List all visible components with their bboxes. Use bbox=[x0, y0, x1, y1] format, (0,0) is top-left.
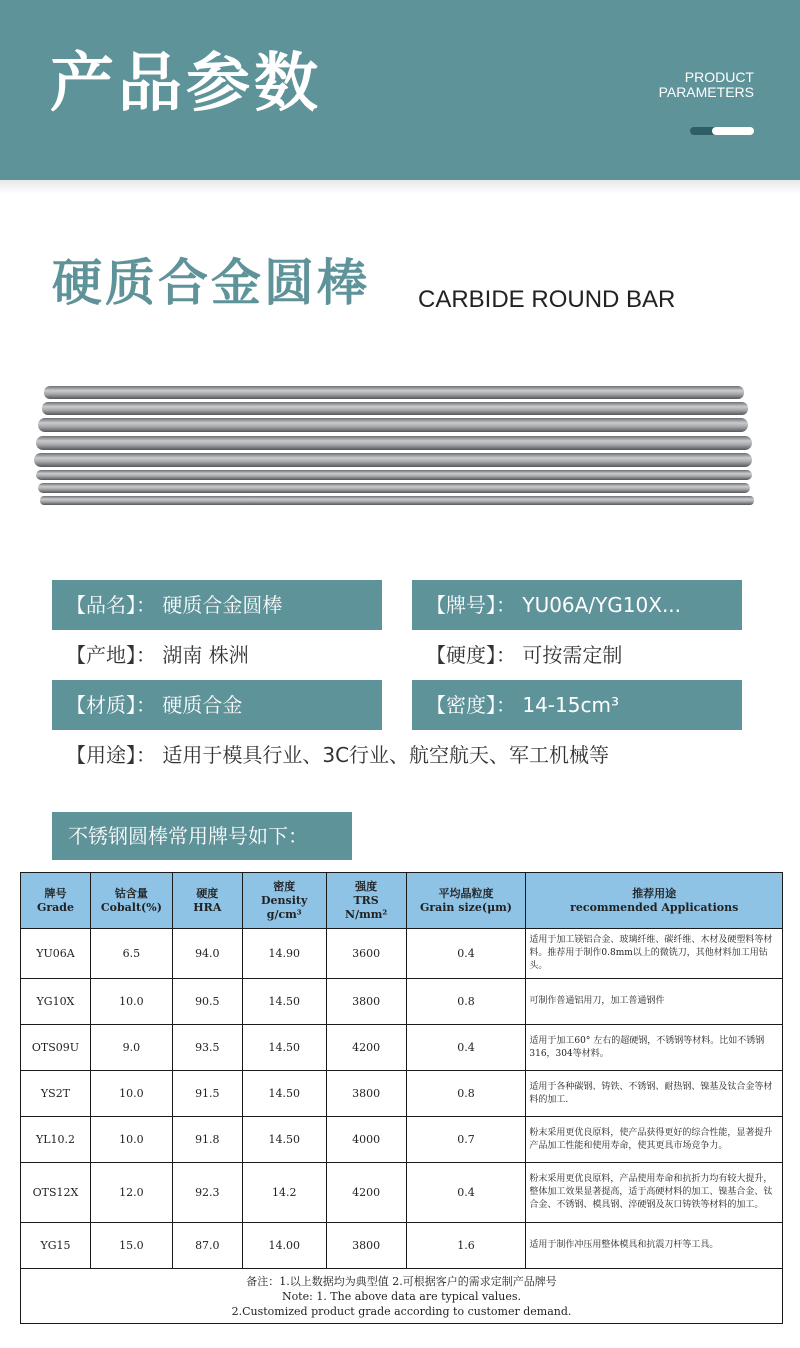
product-title-cn: 硬质合金圆棒 bbox=[52, 254, 370, 312]
info-usage: 【用途】： 适用于模具行业、3C行业、航空航天、军工机械等 bbox=[66, 743, 610, 767]
cell-cobalt: 9.0 bbox=[90, 1025, 172, 1071]
cell-cobalt: 15.0 bbox=[90, 1223, 172, 1269]
table-row bbox=[21, 1071, 783, 1117]
cell-hra: 93.5 bbox=[172, 1025, 242, 1071]
cell-application: 可制作普通铝用刀，加工普通钢件 bbox=[526, 979, 783, 1025]
cell-grain: 0.8 bbox=[406, 1071, 526, 1117]
cell-grain: 0.8 bbox=[406, 979, 526, 1025]
cell-density: 14.50 bbox=[242, 1025, 326, 1071]
cell-density: 14.50 bbox=[242, 1117, 326, 1163]
header-subtitle-line2: PARAMETERS bbox=[658, 84, 754, 100]
header-grain: 平均晶粒度 Grain size(μm) bbox=[406, 873, 526, 929]
cell-cobalt: 10.0 bbox=[90, 1117, 172, 1163]
info-origin: 【产地】： 湖南 株洲 bbox=[66, 643, 249, 667]
table-row bbox=[21, 1163, 783, 1223]
header-trs: 强度 TRS N/mm² bbox=[326, 873, 406, 929]
note-line-2: Note: 1. The above data are typical values. bbox=[281, 1289, 522, 1303]
table-row bbox=[21, 1117, 783, 1163]
header-density: 密度 Density g/cm³ bbox=[242, 873, 326, 929]
cell-trs: 4200 bbox=[326, 1163, 406, 1223]
cell-grain: 1.6 bbox=[406, 1223, 526, 1269]
header-cobalt: 钴含量 Cobalt(%) bbox=[90, 873, 172, 929]
info-hardness: 【硬度】： 可按需定制 bbox=[426, 643, 623, 667]
cell-application: 适用于制作冲压用整体模具和抗震刀杆等工具。 bbox=[526, 1223, 783, 1269]
cell-density: 14.00 bbox=[242, 1223, 326, 1269]
cell-hra: 91.8 bbox=[172, 1117, 242, 1163]
cell-hra: 87.0 bbox=[172, 1223, 242, 1269]
cell-grade: YU06A bbox=[21, 929, 91, 979]
cell-hra: 94.0 bbox=[172, 929, 242, 979]
cell-application: 粉末采用更优良原料，产品使用寿命和抗折力均有较大提升，整体加工效果显著提高，适于高硬材料的加工、镍基合金、钛合金、不锈钢、模具钢、淬硬钢及灰口铸铁等材料的加工。 bbox=[526, 1163, 783, 1223]
header-title: 产品参数 bbox=[50, 47, 322, 121]
cell-grain: 0.4 bbox=[406, 1163, 526, 1223]
cell-hra: 92.3 bbox=[172, 1163, 242, 1223]
header-grade: 牌号 Grade bbox=[21, 873, 91, 929]
table-row bbox=[21, 929, 783, 979]
cell-application: 适用于加工60° 左右的超硬钢，不锈钢等材料。比如不锈钢316，304等材料。 bbox=[526, 1025, 783, 1071]
cell-cobalt: 10.0 bbox=[90, 1071, 172, 1117]
note-line-3: 2.Customized product grade according to customer demand. bbox=[231, 1304, 572, 1318]
header-decor-bar bbox=[690, 127, 754, 135]
header-applications: 推荐用途 recommended Applications bbox=[526, 873, 783, 929]
cell-application: 粉末采用更优良原料，使产品获得更好的综合性能，显著提升产品加工性能和使用寿命，使其更具市场竞争力。 bbox=[526, 1117, 783, 1163]
cell-hra: 90.5 bbox=[172, 979, 242, 1025]
product-title-en: CARBIDE ROUND BAR bbox=[418, 286, 676, 313]
cell-cobalt: 12.0 bbox=[90, 1163, 172, 1223]
info-grade: 【牌号】： YU06A/YG10X... bbox=[412, 580, 742, 630]
table-note-row bbox=[21, 1269, 783, 1324]
info-density: 【密度】： 14-15cm³ bbox=[412, 680, 742, 730]
page-header bbox=[0, 0, 800, 180]
grade-section-heading: 不锈钢圆棒常用牌号如下： bbox=[52, 812, 352, 860]
cell-grain: 0.4 bbox=[406, 929, 526, 979]
cell-grain: 0.4 bbox=[406, 1025, 526, 1071]
cell-grade: YG15 bbox=[21, 1223, 91, 1269]
carbide-rods-image bbox=[20, 370, 780, 540]
info-material: 【材质】： 硬质合金 bbox=[52, 680, 382, 730]
cell-application: 适用于各种碳钢、铸铁、不锈钢、耐热钢、镍基及钛合金等材料的加工. bbox=[526, 1071, 783, 1117]
cell-density: 14.90 bbox=[242, 929, 326, 979]
header-subtitle bbox=[659, 70, 754, 100]
grade-table bbox=[20, 872, 783, 1324]
table-row bbox=[21, 1025, 783, 1071]
cell-grade: YL10.2 bbox=[21, 1117, 91, 1163]
cell-density: 14.50 bbox=[242, 979, 326, 1025]
header-hardness: 硬度 HRA bbox=[172, 873, 242, 929]
cell-hra: 91.5 bbox=[172, 1071, 242, 1117]
cell-trs: 3800 bbox=[326, 979, 406, 1025]
header-subtitle-line1: PRODUCT bbox=[684, 69, 754, 85]
note-line-1: 备注：1.以上数据均为典型值 2.可根据客户的需求定制产品牌号 bbox=[246, 1274, 557, 1288]
cell-trs: 3600 bbox=[326, 929, 406, 979]
cell-trs: 3800 bbox=[326, 1223, 406, 1269]
cell-density: 14.50 bbox=[242, 1071, 326, 1117]
cell-density: 14.2 bbox=[242, 1163, 326, 1223]
cell-cobalt: 10.0 bbox=[90, 979, 172, 1025]
info-product-name: 【品名】： 硬质合金圆棒 bbox=[52, 580, 382, 630]
table-note bbox=[21, 1269, 783, 1324]
table-header-row bbox=[21, 873, 783, 929]
cell-trs: 4200 bbox=[326, 1025, 406, 1071]
header-shadow-band bbox=[0, 180, 800, 194]
cell-trs: 4000 bbox=[326, 1117, 406, 1163]
table-row bbox=[21, 979, 783, 1025]
cell-grade: OTS09U bbox=[21, 1025, 91, 1071]
cell-cobalt: 6.5 bbox=[90, 929, 172, 979]
table-row bbox=[21, 1223, 783, 1269]
cell-grade: YS2T bbox=[21, 1071, 91, 1117]
cell-application: 适用于加工镁铝合金、玻璃纤维、碳纤维、木材及硬塑料等材料。推荐用于制作0.8mm以上的微铣刀，其他材料加工用钻头。 bbox=[526, 929, 783, 979]
cell-grain: 0.7 bbox=[406, 1117, 526, 1163]
cell-grade: OTS12X bbox=[21, 1163, 91, 1223]
cell-grade: YG10X bbox=[21, 979, 91, 1025]
cell-trs: 3800 bbox=[326, 1071, 406, 1117]
